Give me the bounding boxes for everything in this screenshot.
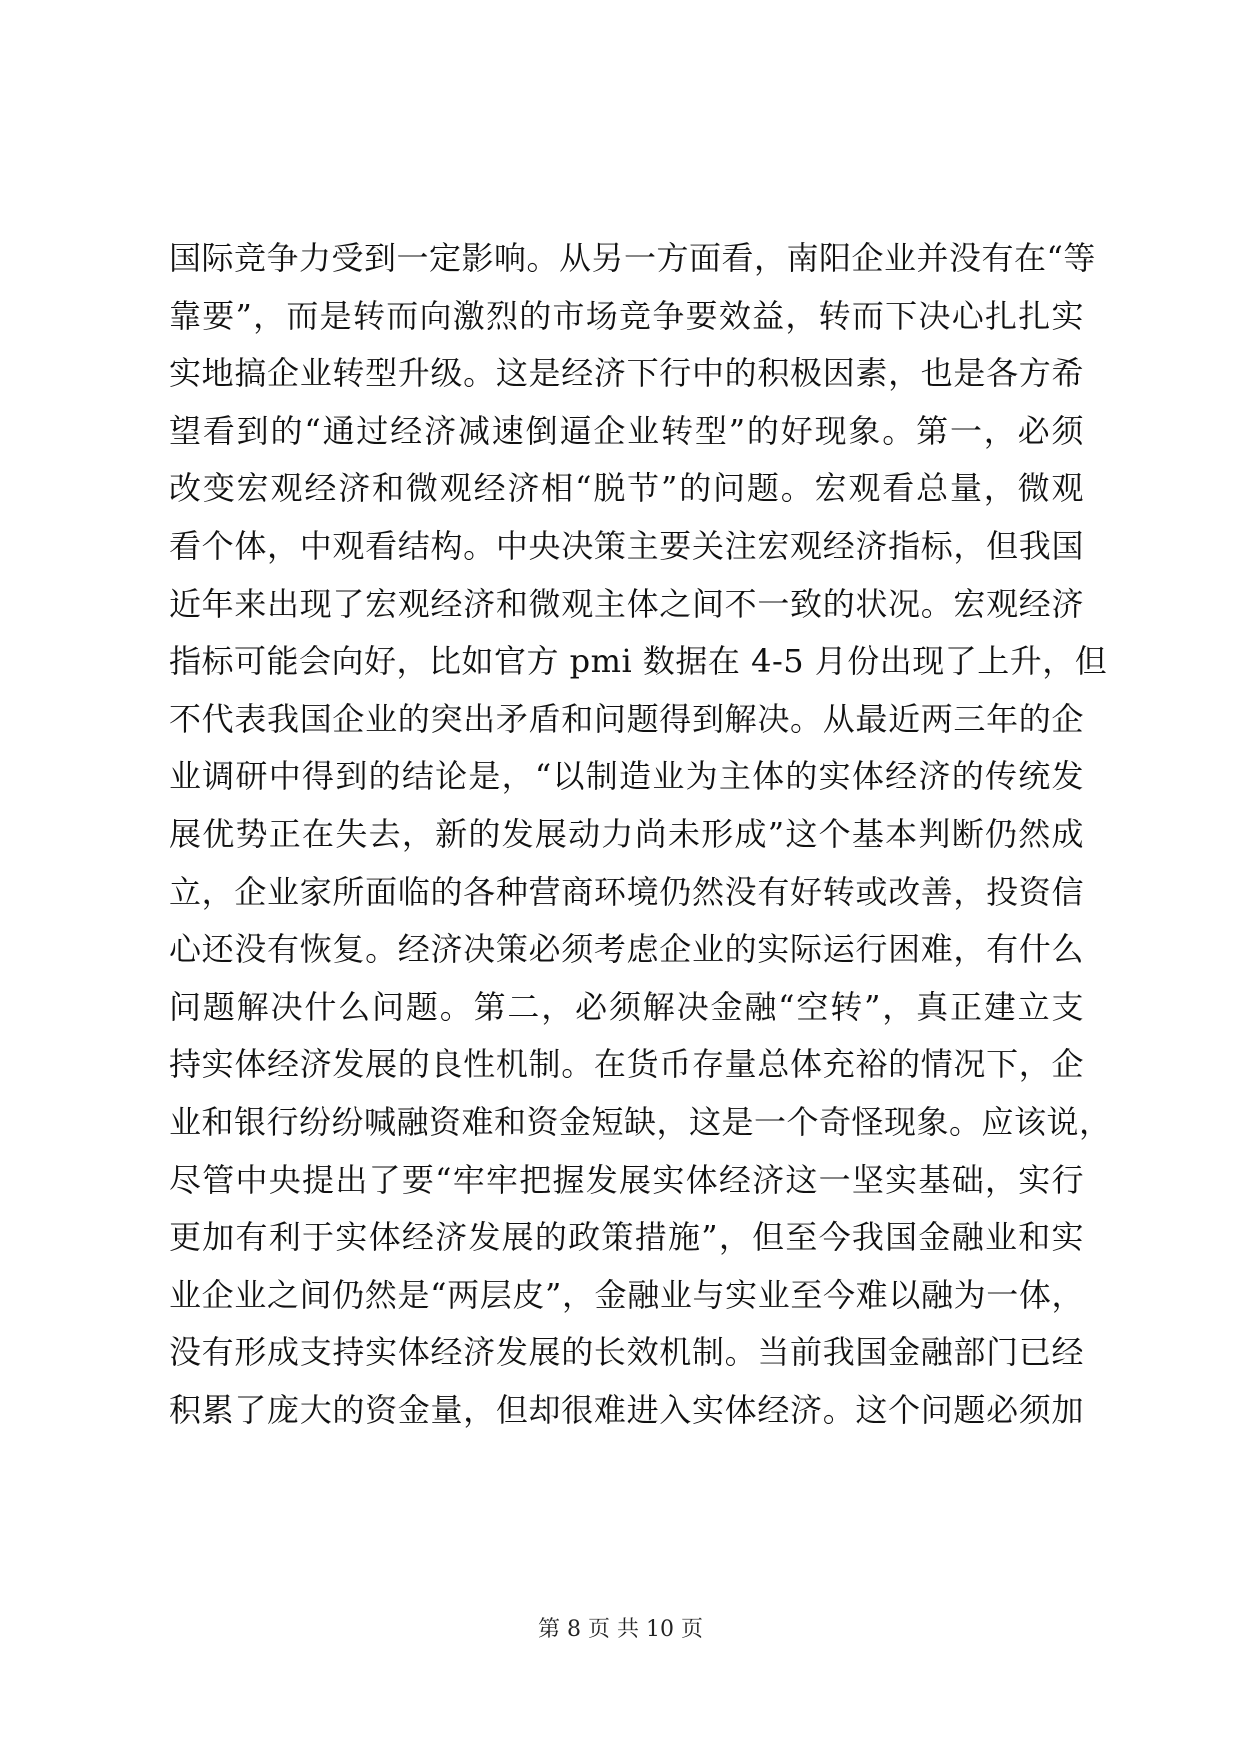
text-line: 立，企业家所面临的各种营商环境仍然没有好转或改善，投资信 (169, 872, 1084, 911)
text-line: 没有形成支持实体经济发展的长效机制。当前我国金融部门已经 (169, 1333, 1084, 1372)
text-line: 指标可能会向好，比如官方 pmi 数据在 4-5 月份出现了上升，但 (169, 642, 1108, 681)
text-line: 问题解决什么问题。第二，必须解决金融“空转”，真正建立支 (169, 987, 1084, 1026)
text-line: 业和银行纷纷喊融资难和资金短缺，这是一个奇怪现象。应该说， (169, 1102, 1112, 1141)
text-line: 积累了庞大的资金量，但却很难进入实体经济。这个问题必须加 (169, 1390, 1084, 1429)
text-line: 业调研中得到的结论是，“以制造业为主体的实体经济的传统发 (169, 757, 1084, 796)
page-number-footer: 第 8 页 共 10 页 (538, 1617, 703, 1642)
text-line: 持实体经济发展的良性机制。在货币存量总体充裕的情况下，企 (169, 1045, 1084, 1084)
body-text (169, 230, 1112, 1439)
text-line: 靠要”，而是转而向激烈的市场竞争要效益，转而下决心扎扎实 (169, 296, 1084, 335)
text-line: 看个体，中观看结构。中央决策主要关注宏观经济指标，但我国 (169, 526, 1084, 565)
text-line: 展优势正在失去，新的发展动力尚未形成”这个基本判断仍然成 (169, 814, 1084, 853)
text-line: 近年来出现了宏观经济和微观主体之间不一致的状况。宏观经济 (169, 584, 1084, 623)
text-line: 业企业之间仍然是“两层皮”，金融业与实业至今难以融为一体， (169, 1275, 1084, 1314)
text-line: 更加有利于实体经济发展的政策措施”，但至今我国金融业和实 (169, 1218, 1084, 1257)
text-line: 尽管中央提出了要“牢牢把握发展实体经济这一坚实基础，实行 (169, 1160, 1084, 1199)
text-line: 改变宏观经济和微观经济相“脱节”的问题。宏观看总量，微观 (169, 469, 1084, 508)
text-line: 实地搞企业转型升级。这是经济下行中的积极因素，也是各方希 (169, 354, 1084, 393)
text-line: 心还没有恢复。经济决策必须考虑企业的实际运行困难，有什么 (169, 930, 1084, 969)
text-line: 望看到的“通过经济减速倒逼企业转型”的好现象。第一，必须 (169, 411, 1084, 450)
text-line: 国际竞争力受到一定影响。从另一方面看，南阳企业并没有在“等 (169, 239, 1096, 277)
text-line: 不代表我国企业的突出矛盾和问题得到解决。从最近两三年的企 (169, 699, 1084, 738)
